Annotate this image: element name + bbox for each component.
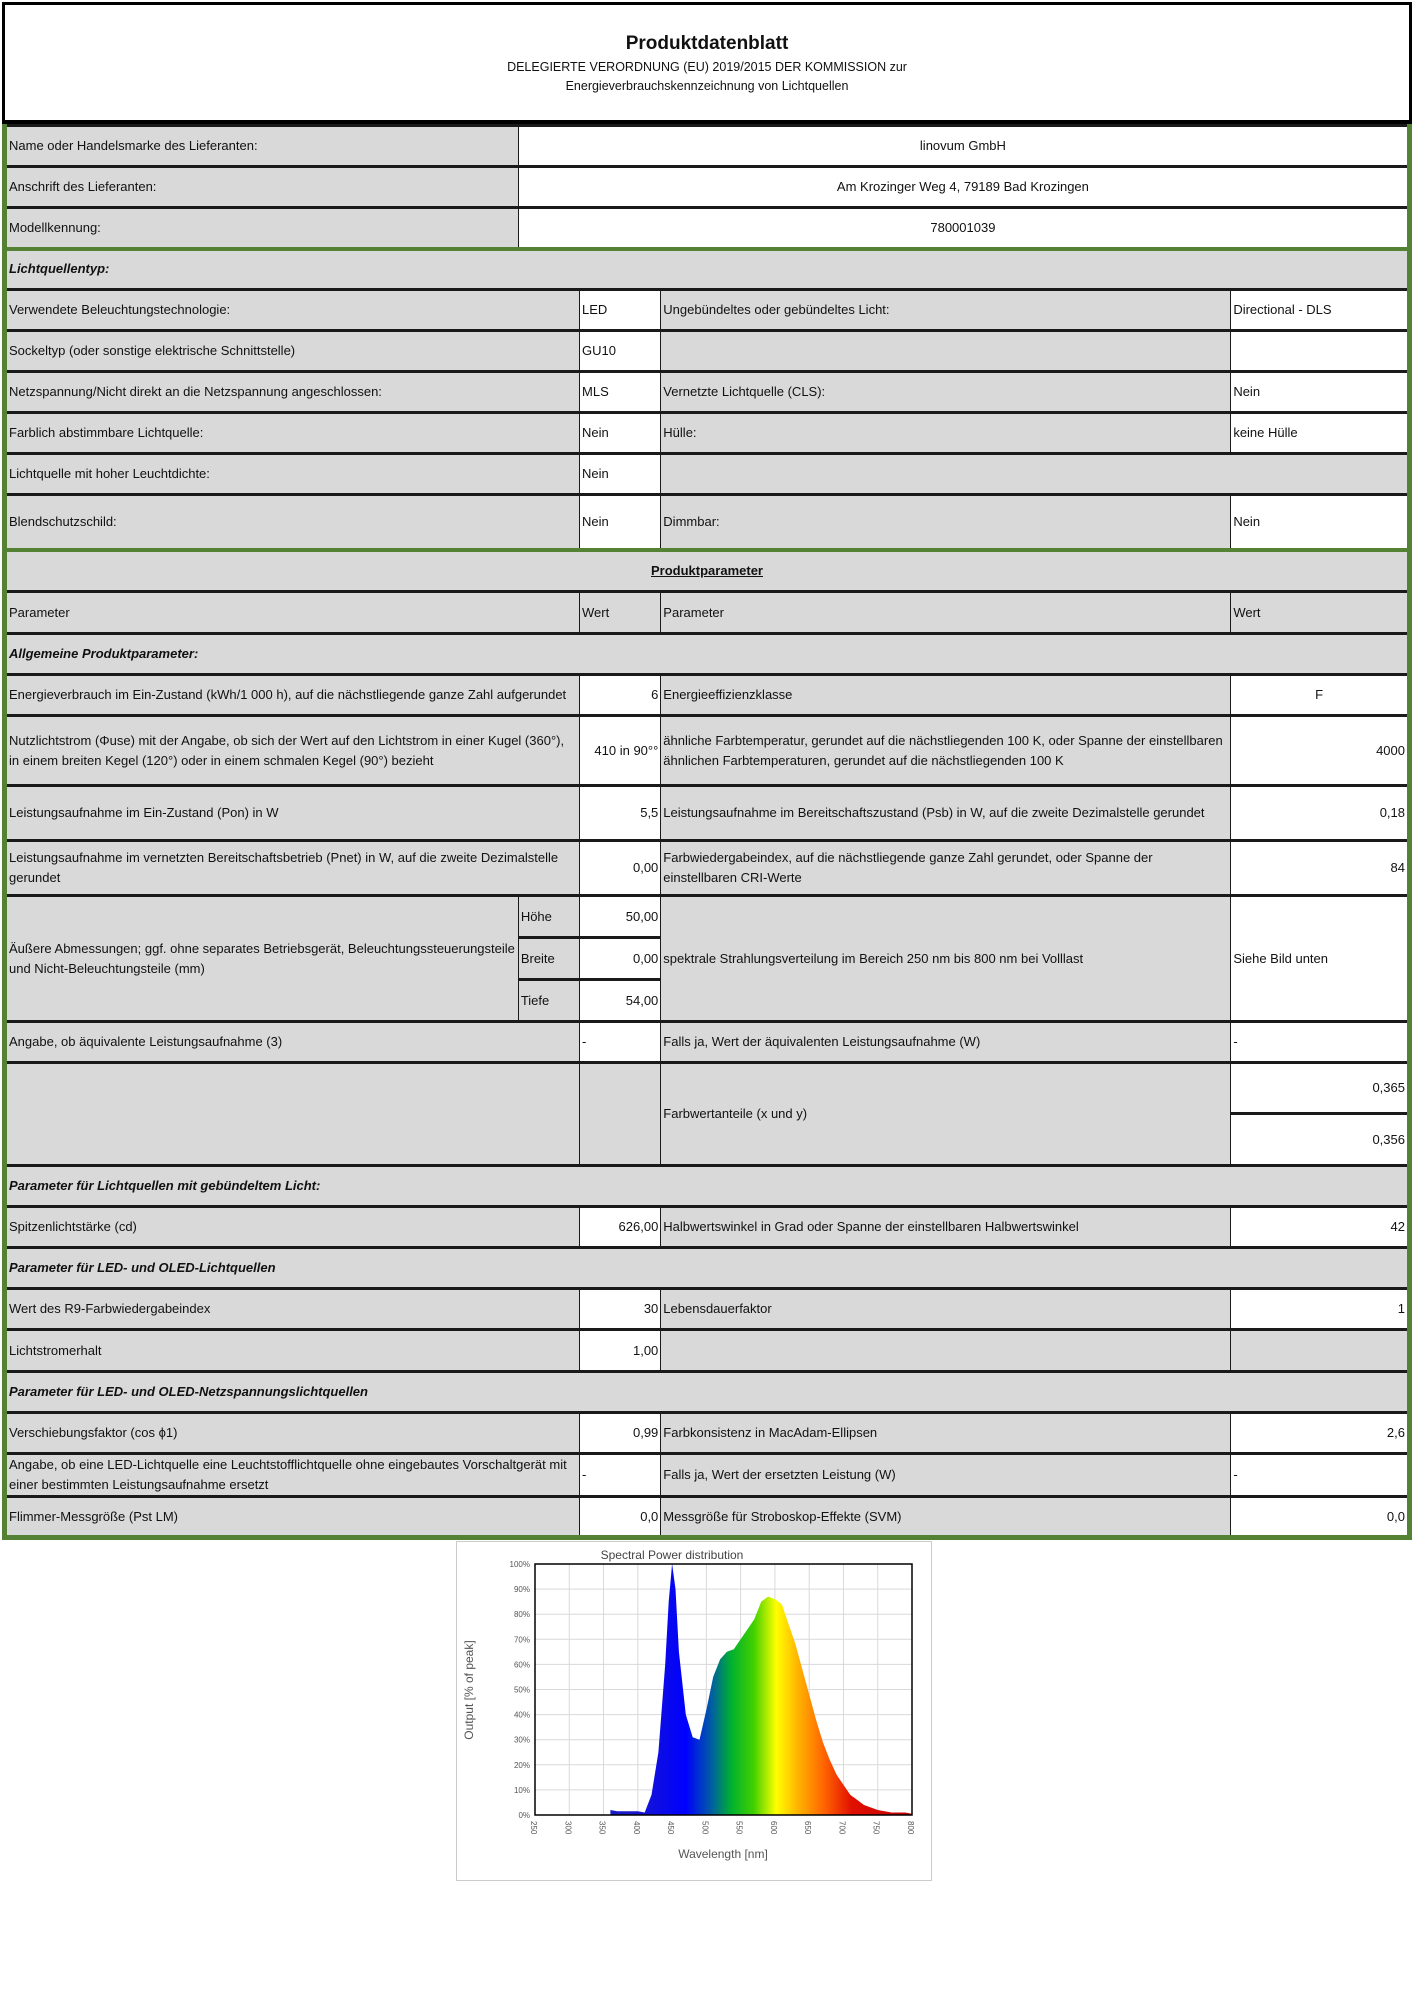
x-tick-label: 600 [768, 1821, 778, 1835]
table-row [5, 1454, 1410, 1497]
x-tick-label: 400 [631, 1821, 641, 1835]
x-tick-label: 450 [666, 1821, 676, 1835]
model-id-value: 780001039 [518, 208, 1409, 249]
param-label: Ungebündeltes oder gebündeltes Licht: [661, 290, 1231, 331]
y-tick-label: 60% [513, 1660, 530, 1670]
table-row [5, 1497, 1410, 1538]
dimensions-label: Äußere Abmessungen; ggf. ohne separates Betriebsgerät, Beleuchtungssteuerungsteile und Nicht-Beleuchtungsteile (mm) [5, 896, 519, 1022]
param-value: 30 [580, 1289, 661, 1330]
supplier-name-value: linovum GmbH [518, 126, 1409, 167]
param-value: 2,6 [1231, 1413, 1410, 1454]
param-value: MLS [580, 372, 661, 413]
width-value: 0,00 [580, 938, 661, 980]
x-tick-label: 750 [871, 1821, 881, 1835]
section-title-general: Allgemeine Produktparameter: [5, 634, 1410, 675]
section-row [5, 1248, 1410, 1289]
table-row [5, 716, 1410, 786]
depth-label: Tiefe [518, 980, 579, 1022]
param-value: 410 in 90°° [580, 716, 661, 786]
param-label: Spitzenlichtstärke (cd) [5, 1207, 580, 1248]
y-tick-label: 70% [513, 1635, 530, 1645]
x-axis-label: Wavelength [nm] [678, 1847, 768, 1861]
table-row [5, 1330, 1410, 1372]
product-data-table [2, 124, 1412, 1540]
section-title-product-parameters: Produktparameter [651, 562, 763, 578]
param-value: 4000 [1231, 716, 1410, 786]
param-label: Farbwertanteile (x und y) [661, 1063, 1231, 1166]
y-tick-label: 100% [509, 1560, 530, 1569]
column-header-row [5, 592, 1410, 634]
param-label [661, 331, 1231, 372]
param-value: 0,18 [1231, 786, 1410, 841]
param-label: Leistungsaufnahme im Bereitschaftszustand (Psb) in W, auf die zweite Dezimalstelle gerundet [661, 786, 1231, 841]
x-tick-label: 800 [906, 1821, 915, 1835]
section-title-light-source-type: Lichtquellentyp: [5, 249, 1410, 290]
depth-value: 54,00 [580, 980, 661, 1022]
empty-cell [661, 1330, 1231, 1372]
param-value: 0,0 [580, 1497, 661, 1538]
param-value: F [1231, 675, 1410, 716]
param-value: 6 [580, 675, 661, 716]
param-label: Nutzlichtstrom (Φuse) mit der Angabe, ob sich der Wert auf den Lichtstrom in einer Kugel (360°), in einem breiten Kegel (120°) oder in einem schmalen Kegel (90°) bezieht [5, 716, 580, 786]
empty-cell [661, 454, 1410, 495]
param-label: Farbwiedergabeindex, auf die nächstliegende ganze Zahl gerundet, oder Spanne der einstellbaren CRI-Werte [661, 841, 1231, 896]
table-row [5, 495, 1410, 550]
section-row [5, 1166, 1410, 1207]
param-value: 1,00 [580, 1330, 661, 1372]
section-title-mains: Parameter für LED- und OLED-Netzspannungslichtquellen [5, 1372, 1410, 1413]
param-value: 0,99 [580, 1413, 661, 1454]
param-label: Netzspannung/Nicht direkt an die Netzspannung angeschlossen: [5, 372, 580, 413]
y-axis-label: Output [% of peak] [462, 1640, 476, 1740]
table-row [5, 675, 1410, 716]
param-value: LED [580, 290, 661, 331]
empty-cell [5, 1063, 580, 1166]
column-header: Wert [580, 592, 661, 634]
param-label: spektrale Strahlungsverteilung im Bereich 250 nm bis 800 nm bei Volllast [661, 896, 1231, 1022]
column-header: Parameter [5, 592, 580, 634]
section-title-led: Parameter für LED- und OLED-Lichtquellen [5, 1248, 1410, 1289]
chromaticity-y-value: 0,356 [1231, 1114, 1410, 1166]
height-label: Höhe [518, 896, 579, 938]
y-tick-label: 90% [513, 1585, 530, 1595]
param-label: Verwendete Beleuchtungstechnologie: [5, 290, 580, 331]
x-tick-label: 650 [803, 1821, 813, 1835]
param-label: Messgröße für Stroboskop-Effekte (SVM) [661, 1497, 1231, 1538]
section-row [5, 550, 1410, 592]
param-value: - [1231, 1454, 1410, 1497]
column-header: Wert [1231, 592, 1410, 634]
x-tick-label: 500 [700, 1821, 710, 1835]
param-label: Angabe, ob äquivalente Leistungsaufnahme (3) [5, 1022, 580, 1063]
supplier-address-value: Am Krozinger Weg 4, 79189 Bad Krozingen [518, 167, 1409, 208]
table-row [5, 1413, 1410, 1454]
param-value: keine Hülle [1231, 413, 1410, 454]
y-tick-label: 50% [513, 1685, 530, 1695]
param-value: Siehe Bild unten [1231, 896, 1410, 1022]
param-value [1231, 331, 1410, 372]
param-value: Nein [580, 454, 661, 495]
supplier-address-label: Anschrift des Lieferanten: [5, 167, 519, 208]
param-value: 84 [1231, 841, 1410, 896]
param-label: Farblich abstimmbare Lichtquelle: [5, 413, 580, 454]
param-value: 0,00 [580, 841, 661, 896]
table-row [5, 126, 1410, 167]
param-label: Wert des R9-Farbwiedergabeindex [5, 1289, 580, 1330]
param-value: Directional - DLS [1231, 290, 1410, 331]
param-label: Falls ja, Wert der ersetzten Leistung (W) [661, 1454, 1231, 1497]
param-value: 1 [1231, 1289, 1410, 1330]
table-row [5, 1063, 1410, 1114]
param-label: Flimmer-Messgröße (Pst LM) [5, 1497, 580, 1538]
x-tick-label: 300 [563, 1821, 573, 1835]
table-row [5, 290, 1410, 331]
height-value: 50,00 [580, 896, 661, 938]
empty-cell [1231, 1330, 1410, 1372]
spectral-power-chart [456, 1541, 932, 1881]
table-row [5, 208, 1410, 249]
section-row [5, 634, 1410, 675]
param-label: Lichtstromerhalt [5, 1330, 580, 1372]
table-row [5, 1022, 1410, 1063]
param-value: 626,00 [580, 1207, 661, 1248]
param-value: Nein [1231, 495, 1410, 550]
x-tick-label: 350 [597, 1821, 607, 1835]
param-label: Dimmbar: [661, 495, 1231, 550]
x-tick-label: 700 [837, 1821, 847, 1835]
param-label: Lebensdauerfaktor [661, 1289, 1231, 1330]
param-value: - [580, 1022, 661, 1063]
table-row [5, 1289, 1410, 1330]
table-row [5, 167, 1410, 208]
param-label: Angabe, ob eine LED-Lichtquelle eine Leuchtstofflichtquelle ohne eingebautes Vorschaltgerät mit einer bestimmten Leistungsaufnahme ersetzt [5, 1454, 580, 1497]
param-label: Sockeltyp (oder sonstige elektrische Schnittstelle) [5, 331, 580, 372]
column-header: Parameter [661, 592, 1231, 634]
param-label: Farbkonsistenz in MacAdam-Ellipsen [661, 1413, 1231, 1454]
empty-cell [580, 1063, 661, 1166]
model-id-label: Modellkennung: [5, 208, 519, 249]
param-label: Halbwertswinkel in Grad oder Spanne der einstellbaren Halbwertswinkel [661, 1207, 1231, 1248]
param-label: Lichtquelle mit hoher Leuchtdichte: [5, 454, 580, 495]
param-value: Nein [1231, 372, 1410, 413]
table-row [5, 331, 1410, 372]
param-label: ähnliche Farbtemperatur, gerundet auf die nächstliegenden 100 K, oder Spanne der einstellbaren ähnlichen Farbtemperaturen, gerundet auf die nächstliegenden 100 K [661, 716, 1231, 786]
param-label: Verschiebungsfaktor (cos ϕ1) [5, 1413, 580, 1454]
x-tick-label: 550 [734, 1821, 744, 1835]
section-row [5, 249, 1410, 290]
y-tick-label: 10% [513, 1785, 530, 1795]
param-label: Blendschutzschild: [5, 495, 580, 550]
subtitle-line-1: DELEGIERTE VERORDNUNG (EU) 2019/2015 DER KOMMISSION zur [507, 60, 907, 74]
section-row [5, 1372, 1410, 1413]
table-row [5, 896, 1410, 938]
y-tick-label: 0% [518, 1811, 530, 1820]
param-label: Leistungsaufnahme im Ein-Zustand (Pon) in W [5, 786, 580, 841]
x-tick-label: 250 [529, 1821, 538, 1835]
y-tick-label: 40% [513, 1710, 530, 1720]
chart-title: Spectral Power distribution [600, 1548, 744, 1562]
param-label: Vernetzte Lichtquelle (CLS): [661, 372, 1231, 413]
subtitle-line-2: Energieverbrauchskennzeichnung von Lichtquellen [565, 79, 849, 93]
param-value: 42 [1231, 1207, 1410, 1248]
param-value: 5,5 [580, 786, 661, 841]
y-tick-label: 30% [513, 1735, 530, 1745]
table-row [5, 786, 1410, 841]
chromaticity-x-value: 0,365 [1231, 1063, 1410, 1114]
param-label: Energieeffizienzklasse [661, 675, 1231, 716]
section-title-directional: Parameter für Lichtquellen mit gebündeltem Licht: [5, 1166, 1410, 1207]
table-row [5, 841, 1410, 896]
param-label: Energieverbrauch im Ein-Zustand (kWh/1 000 h), auf die nächstliegende ganze Zahl aufgerundet [5, 675, 580, 716]
document-header [2, 2, 1412, 124]
supplier-name-label: Name oder Handelsmarke des Lieferanten: [5, 126, 519, 167]
param-value: Nein [580, 495, 661, 550]
param-label: Leistungsaufnahme im vernetzten Bereitschaftsbetrieb (Pnet) in W, auf die zweite Dezimalstelle gerundet [5, 841, 580, 896]
y-tick-label: 80% [513, 1610, 530, 1620]
param-value: GU10 [580, 331, 661, 372]
param-value: 0,0 [1231, 1497, 1410, 1538]
table-row [5, 1207, 1410, 1248]
table-row [5, 372, 1410, 413]
table-row [5, 413, 1410, 454]
param-label: Hülle: [661, 413, 1231, 454]
y-tick-label: 20% [513, 1760, 530, 1770]
table-row [5, 454, 1410, 495]
param-value: - [1231, 1022, 1410, 1063]
param-value: Nein [580, 413, 661, 454]
width-label: Breite [518, 938, 579, 980]
page-title: Produktdatenblatt [625, 33, 789, 54]
param-label: Falls ja, Wert der äquivalenten Leistungsaufnahme (W) [661, 1022, 1231, 1063]
param-value: - [580, 1454, 661, 1497]
